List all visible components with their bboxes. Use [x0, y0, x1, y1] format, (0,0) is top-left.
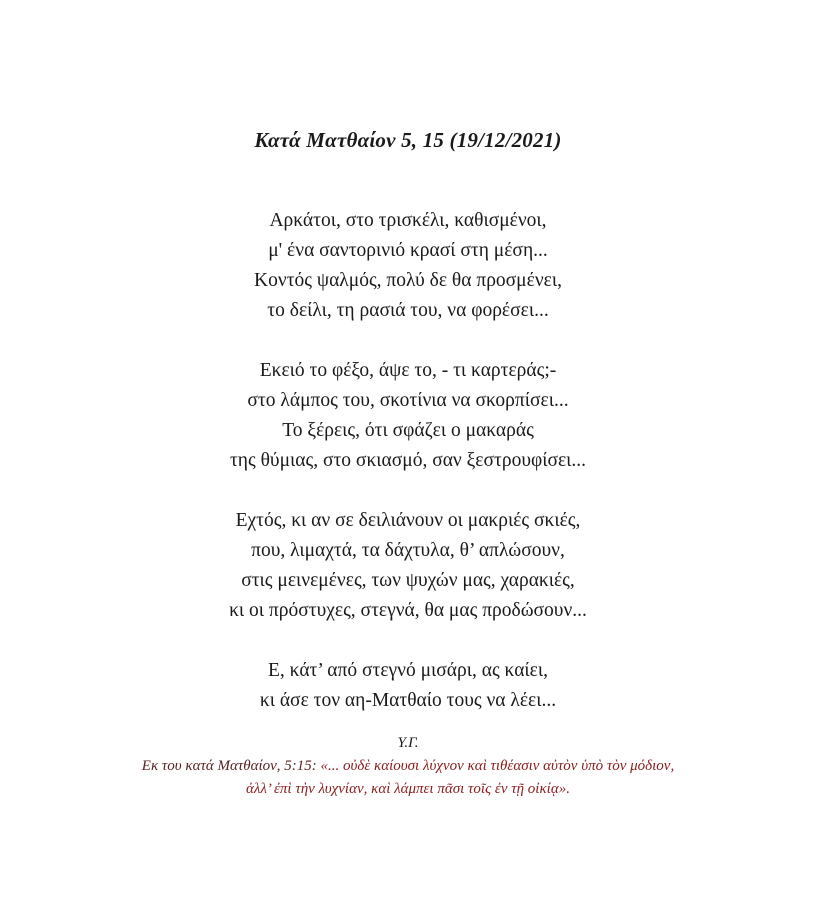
- poem-line: στο λάμπος του, σκοτίνια να σκορπίσει...: [247, 390, 569, 411]
- poem-line: Κοντός ψαλμός, πολύ δε θα προσμένει,: [254, 270, 562, 291]
- footnote-line-1: [0, 755, 816, 778]
- poem-line: Ε, κάτ’ από στεγνό μισάρι, ας καίει,: [268, 660, 548, 681]
- poem-title: Κατά Ματθαίον 5, 15 (19/12/2021): [254, 128, 562, 152]
- poem-line: Το ξέρεις, ότι σφάζει ο μακαράς: [282, 420, 534, 441]
- stanza-1: [0, 206, 816, 326]
- stanza-2: [0, 356, 816, 476]
- footnote-quote-part-1: «... οὐδὲ καίουσι λύχνον καὶ τιθέασιν αὐτὸν ὑπὸ τὸν μόδιον,: [320, 758, 675, 774]
- footnote: [0, 755, 816, 801]
- footnote-prefix: Εκ του κατά Ματθαίον, 5:15:: [141, 758, 321, 774]
- poem-line: Εκειό το φέξο, άψε το, - τι καρτεράς;-: [259, 360, 557, 381]
- poem-line: Εχτός, κι αν σε δειλιάνουν οι μακριές σκιές,: [235, 510, 581, 531]
- poem-line: στις μεινεμένες, των ψυχών μας, χαρακιές,: [241, 570, 575, 591]
- poem-line: που, λιμαχτά, τα δάχτυλα, θ’ απλώσουν,: [251, 540, 565, 561]
- poem-line: το δείλι, τη ρασιά του, να φορέσει...: [267, 300, 549, 321]
- poem-line: κι οι πρόστυχες, στεγνά, θα μας προδώσουν...: [229, 600, 587, 621]
- poem-line: Αρκάτοι, στο τρισκέλι, καθισμένοι,: [269, 210, 547, 231]
- poem-line: μ' ένα σαντορινιό κρασί στη μέση...: [268, 240, 548, 261]
- poem-line: κι άσε τον αη-Ματθαίο τους να λέει...: [259, 690, 557, 711]
- stanza-4: [0, 656, 816, 716]
- postscript-signature: Υ.Γ.: [397, 735, 419, 751]
- poem-line: της θύμιας, στο σκιασμό, σαν ξεστρουφίσει...: [229, 450, 587, 471]
- footnote-quote-part-2: ἀλλ’ ἐπὶ τὴν λυχνίαν, καὶ λάμπει πᾶσι τοῖς ἐν τῇ οἰκίᾳ».: [246, 781, 570, 797]
- stanza-3: [0, 506, 816, 626]
- poem-body: [0, 206, 816, 746]
